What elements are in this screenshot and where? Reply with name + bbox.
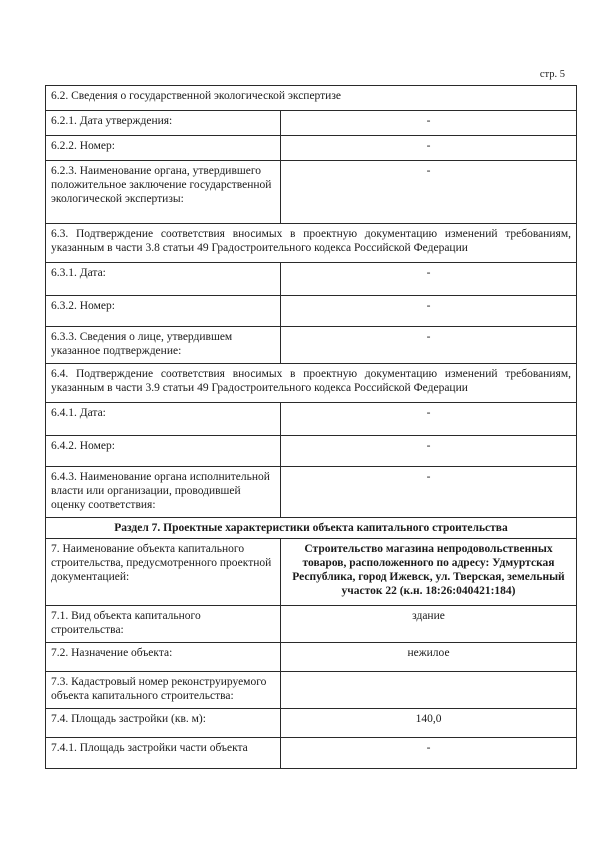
field-label-7-2: 7.2. Назначение объекта: [46,643,281,672]
section-7-header-row [46,518,577,539]
field-value-6-3-2: - [281,296,577,327]
field-value-6-3-3: - [281,327,577,364]
field-label-6-2-3: 6.2.3. Наименование органа, утвердившего положительное заключение государственной экологической экспертизы: [46,161,281,224]
table-row [46,111,577,136]
table-row [46,709,577,738]
table-row [46,436,577,467]
field-label-7: 7. Наименование объекта капитального строительства, предусмотренного проектной документацией: [46,539,281,606]
field-label-7-4: 7.4. Площадь застройки (кв. м): [46,709,281,738]
field-label-6-2-2: 6.2.2. Номер: [46,136,281,161]
section-6-4-title: 6.4. Подтверждение соответствия вносимых в проектную документацию изменений требованиям, указанным в части 3.9 статьи 49 Градостроительного кодекса Российской Федерации [46,364,577,403]
field-label-6-3-2: 6.3.2. Номер: [46,296,281,327]
table-row [46,539,577,606]
field-label-6-4-1: 6.4.1. Дата: [46,403,281,436]
field-value-7-1: здание [281,606,577,643]
table-row [46,738,577,769]
field-value-7: Строительство магазина непродовольственных товаров, расположенного по адресу: Удмуртская Республика, город Ижевск, ул. Тверская, земельный участок 22 (к.н. 18:26:040421:184) [281,539,577,606]
page-number: стр. 5 [539,69,565,80]
section-6-3-header-row [46,224,577,263]
field-value-7-2: нежилое [281,643,577,672]
section-6-2-header-row [46,86,577,111]
table-row [46,643,577,672]
field-label-7-1: 7.1. Вид объекта капитального строительства: [46,606,281,643]
field-value-7-3 [281,672,577,709]
table-row [46,672,577,709]
field-value-7-4-1: - [281,738,577,769]
table-row [46,136,577,161]
field-value-6-4-3: - [281,467,577,518]
field-value-6-4-1: - [281,403,577,436]
field-value-6-2-2: - [281,136,577,161]
field-label-6-4-2: 6.4.2. Номер: [46,436,281,467]
field-label-7-4-1: 7.4.1. Площадь застройки части объекта [46,738,281,769]
table-row [46,327,577,364]
table-row [46,467,577,518]
section-6-2-title: 6.2. Сведения о государственной экологической экспертизе [46,86,577,111]
table-row [46,263,577,296]
table-row [46,161,577,224]
field-label-7-3: 7.3. Кадастровый номер реконструируемого объекта капитального строительства: [46,672,281,709]
section-7-title: Раздел 7. Проектные характеристики объекта капитального строительства [46,518,577,539]
field-value-7-4: 140,0 [281,709,577,738]
field-label-6-4-3: 6.4.3. Наименование органа исполнительной власти или организации, проводившей оценку соответствия: [46,467,281,518]
document-table [45,85,577,769]
field-value-6-2-1: - [281,111,577,136]
table-row [46,606,577,643]
table-row [46,296,577,327]
section-6-3-title: 6.3. Подтверждение соответствия вносимых в проектную документацию изменений требованиям, указанным в части 3.8 статьи 49 Градостроительного кодекса Российской Федерации [46,224,577,263]
field-label-6-2-1: 6.2.1. Дата утверждения: [46,111,281,136]
section-6-4-header-row [46,364,577,403]
field-value-6-3-1: - [281,263,577,296]
field-value-6-4-2: - [281,436,577,467]
table-row [46,403,577,436]
field-label-6-3-1: 6.3.1. Дата: [46,263,281,296]
field-value-6-2-3: - [281,161,577,224]
field-label-6-3-3: 6.3.3. Сведения о лице, утвердившем указанное подтверждение: [46,327,281,364]
